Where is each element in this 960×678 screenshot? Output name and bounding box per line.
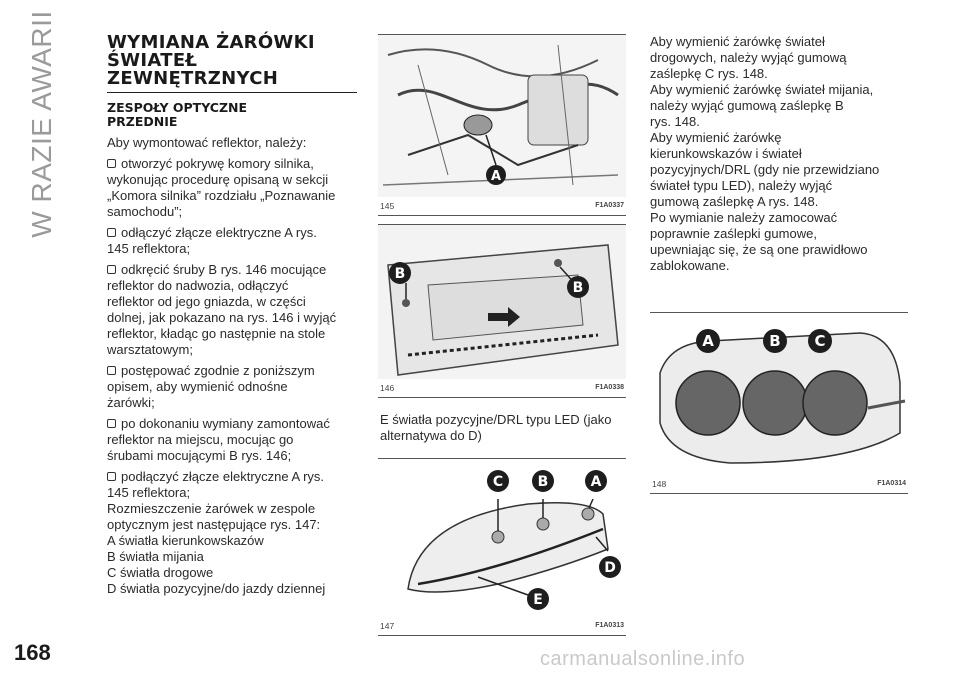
bullet-item (107, 225, 357, 257)
watermark-text: carmanualsonline.info (540, 648, 746, 670)
label-badge-text: A (590, 474, 602, 490)
figure-code: F1A0337 (595, 202, 624, 209)
bullet-line: warsztatowym; (107, 342, 193, 357)
bullet-line: po dokonaniu wymiany zamontować (121, 416, 330, 431)
text-line: zaślepkę C rys. 148. (650, 66, 768, 81)
text-line: gumową zaślepkę A rys. 148. (650, 194, 819, 209)
subheading-line: PRZEDNIE (107, 114, 178, 129)
text-line: E światła pozycyjne/DRL typu LED (jako (380, 412, 612, 427)
label-badge-text: D (604, 560, 616, 576)
label-badge-text: E (533, 592, 543, 608)
bullet-line: reflektor, kładąc go następnie na stole (107, 326, 326, 341)
rubber-cap-b (743, 371, 807, 435)
text-line: pozycyjnych/DRL (gdy nie przewidziano (650, 162, 880, 177)
bullet-item (107, 363, 357, 411)
figure-code: F1A0338 (595, 384, 624, 391)
checkbox-bullet-icon (107, 159, 116, 168)
label-badge-text: B (769, 332, 781, 350)
section-side-title (12, 10, 72, 238)
checkbox-bullet-icon (107, 419, 116, 428)
bullet-line: samochodu”; (107, 204, 183, 219)
rubber-cap-c (803, 371, 867, 435)
text-line: D światła pozycyjne/do jazdy dziennej (107, 581, 326, 596)
page-heading (107, 34, 357, 88)
figure-148 (650, 312, 908, 494)
bullet-line: wykonując procedurę opisaną w sekcji (107, 172, 329, 187)
text-line: drogowych, należy wyjąć gumową (650, 50, 847, 65)
bullet-line: otworzyć pokrywę komory silnika, (121, 156, 314, 171)
label-badge-text: C (814, 332, 826, 350)
label-badge-text: A (702, 332, 714, 350)
figure-number: 147 (380, 621, 395, 631)
figure-147 (378, 458, 626, 636)
text-line: optycznym jest następujące rys. 147: (107, 517, 321, 532)
text-line: A światła kierunkowskazów (107, 533, 264, 548)
bullet-line: reflektor na miejscu, mocując go (107, 432, 294, 447)
figure-145 (378, 34, 626, 216)
checkbox-bullet-icon (107, 366, 116, 375)
bullet-line: odłączyć złącze elektryczne A rys. (121, 225, 317, 240)
subheading-line: ZESPOŁY OPTYCZNE (107, 100, 248, 115)
figure-146 (378, 224, 626, 398)
bulb-layout-text (107, 501, 357, 597)
text-line: Rozmieszczenie żarówek w zespole (107, 501, 316, 516)
bullet-line: podłączyć złącze elektryczne A rys. (121, 469, 325, 484)
checkbox-bullet-icon (107, 265, 116, 274)
text-line: Aby wymienić żarówkę świateł mijania, (650, 82, 874, 97)
label-badge-text: B (394, 266, 406, 282)
bullet-item (107, 416, 357, 464)
side-title-text: W RAZIE AWARII (26, 10, 57, 238)
text-column-3 (650, 34, 908, 274)
headlamp-bulb-layout-illustration (378, 459, 626, 617)
text-line: C światła drogowe (107, 565, 214, 580)
bullet-line: dolnej, jak pokazano na rys. 146 i wyjąć (107, 310, 337, 325)
bullet-line: 145 reflektora; (107, 241, 191, 256)
bullet-line: odkręcić śruby B rys. 146 mocujące (121, 262, 327, 277)
bullet-line: 145 reflektora; (107, 485, 191, 500)
text-line: należy wyjąć gumową zaślepkę B (650, 98, 844, 113)
text-line: upewniając się, że są one prawidłowo (650, 242, 868, 257)
label-badge-text: B (537, 474, 549, 490)
text-line: poprawnie zaślepki gumowe, (650, 226, 817, 241)
label-badge-text: C (492, 474, 504, 490)
figure-code: F1A0314 (877, 480, 906, 487)
checkbox-bullet-icon (107, 472, 116, 481)
figure-number: 146 (380, 383, 395, 393)
bullet-line: opisem, aby wymienić odnośne (107, 379, 288, 394)
text-line: świateł typu LED), należy wyjąć (650, 178, 833, 193)
bullet-item (107, 469, 357, 501)
text-line: Po wymianie należy zamocować (650, 210, 838, 225)
figure-code: F1A0313 (595, 622, 624, 629)
bullet-item (107, 156, 357, 220)
label-badge-text: B (572, 280, 584, 296)
bullet-line: żarówki; (107, 395, 155, 410)
headlamp-removal-illustration (378, 225, 626, 379)
text-line: rys. 148. (650, 114, 700, 129)
bullet-item (107, 262, 357, 358)
text-line: kierunkowskazów i świateł (650, 146, 802, 161)
bullet-line: „Komora silnika” rozdziału „Poznawanie (107, 188, 336, 203)
bullet-line: postępować zgodnie z poniższym (121, 363, 315, 378)
text-line: B światła mijania (107, 549, 204, 564)
headlamp-rear-caps-illustration (650, 313, 908, 475)
heading-line: ŚWIATEŁ (107, 50, 198, 71)
bullet-line: śrubami mocującymi B rys. 146; (107, 448, 292, 463)
figure-number: 148 (652, 479, 667, 489)
text-line: Aby wymienić żarówkę (650, 130, 782, 145)
text-line: alternatywa do D) (380, 428, 482, 443)
bullet-line: reflektor do nadwozia, odłączyć (107, 278, 289, 293)
text-column-1 (107, 34, 357, 597)
text-line: zablokowane. (650, 258, 730, 273)
drl-note (380, 412, 630, 444)
heading-line: ZEWNĘTRZNYCH (107, 68, 279, 89)
checkbox-bullet-icon (107, 228, 116, 237)
rubber-cap-a (676, 371, 740, 435)
bullet-line: reflektor od jego gniazda, w części (107, 294, 306, 309)
intro-text: Aby wymontować reflektor, należy: (107, 135, 307, 150)
heading-line: WYMIANA ŻARÓWKI (107, 32, 315, 53)
subheading (107, 101, 357, 129)
heading-underline (107, 92, 357, 93)
page-number: 168 (14, 640, 51, 665)
engine-bay-illustration (378, 35, 626, 197)
text-line: Aby wymienić żarówkę świateł (650, 34, 825, 49)
label-badge-text: A (490, 169, 502, 184)
figure-number: 145 (380, 201, 395, 211)
